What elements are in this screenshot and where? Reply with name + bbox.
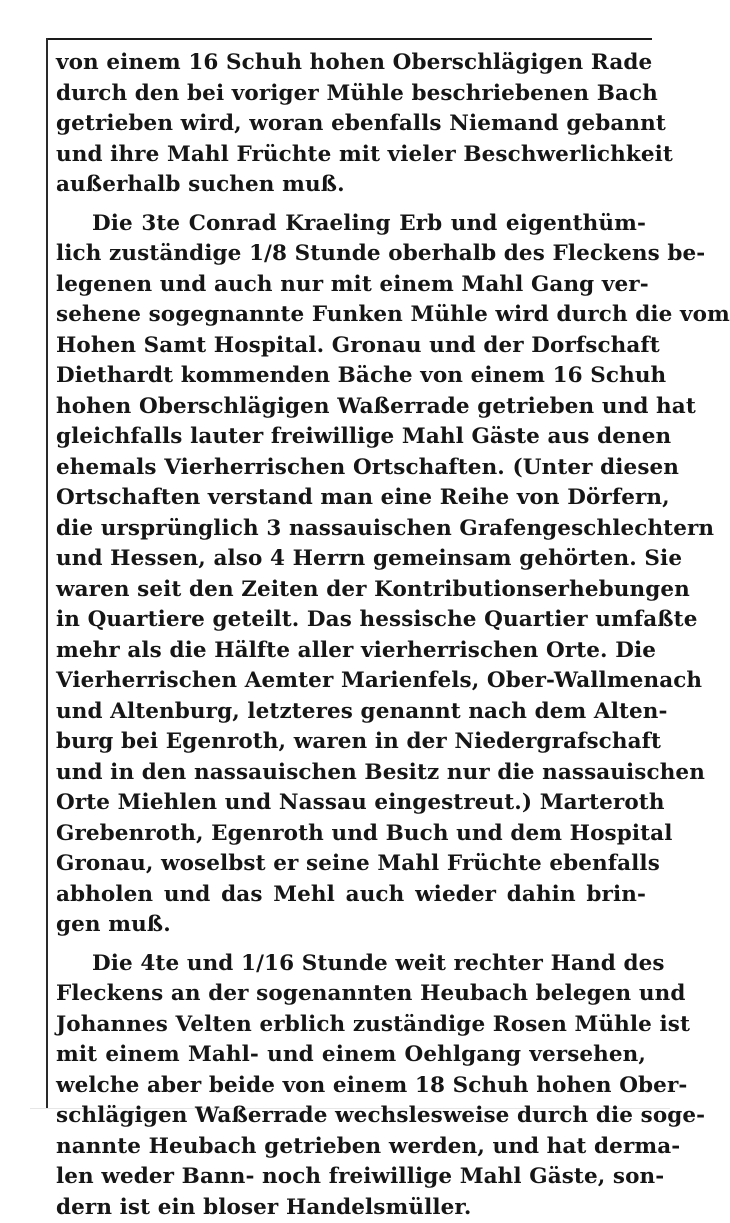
text-line: und in den nassauischen Besitz nur die nassauischen (56, 758, 646, 789)
text-line: und Altenburg, letzteres genannt nach dem Alten- (56, 697, 646, 728)
paragraph (56, 949, 646, 1223)
text-line: abholen und das Mehl auch wieder dahin brin- (56, 880, 646, 911)
paragraph (56, 209, 646, 941)
text-line: gen muß. (56, 910, 646, 941)
text-line: mehr als die Hälfte aller vierherrischen Orte. Die (56, 636, 646, 667)
text-line: dern ist ein bloser Handelsmüller. (56, 1193, 646, 1223)
text-line: von einem 16 Schuh hohen Oberschlägigen Rade (56, 48, 646, 79)
text-line: ehemals Vierherrischen Ortschaften. (Unter diesen (56, 453, 646, 484)
text-line: Ortschaften verstand man eine Reihe von Dörfern, (56, 483, 646, 514)
column-left-rule (46, 38, 48, 1108)
text-line: getrieben wird, woran ebenfalls Niemand gebannt (56, 109, 646, 140)
text-line: burg bei Egenroth, waren in der Niedergrafschaft (56, 727, 646, 758)
text-line: und ihre Mahl Früchte mit vieler Beschwerlichkeit (56, 140, 646, 171)
text-line: legenen und auch nur mit einem Mahl Gang ver- (56, 270, 646, 301)
text-line: mit einem Mahl- und einem Oehlgang versehen, (56, 1040, 646, 1071)
text-line: die ursprünglich 3 nassauischen Grafengeschlechtern (56, 514, 646, 545)
text-line: waren seit den Zeiten der Kontributionserhebungen (56, 575, 646, 606)
text-line: Die 3te Conrad Kraeling Erb und eigenthüm- (56, 209, 646, 240)
text-line: durch den bei voriger Mühle beschriebenen Bach (56, 79, 646, 110)
text-line: Hohen Samt Hospital. Gronau und der Dorfschaft (56, 331, 646, 362)
text-line: Die 4te und 1/16 Stunde weit rechter Hand des (56, 949, 646, 980)
text-line: außerhalb suchen muß. (56, 170, 646, 201)
text-line: Vierherrischen Aemter Marienfels, Ober-Wallmenach (56, 666, 646, 697)
column-top-rule (48, 38, 652, 40)
paragraph (56, 48, 646, 201)
text-line: lich zuständige 1/8 Stunde oberhalb des Fleckens be- (56, 239, 646, 270)
text-line: Grebenroth, Egenroth und Buch und dem Hospital (56, 819, 646, 850)
text-line: nannte Heubach getrieben werden, und hat derma- (56, 1132, 646, 1163)
text-line: gleichfalls lauter freiwillige Mahl Gäste aus denen (56, 422, 646, 453)
text-line: Johannes Velten erblich zuständige Rosen Mühle ist (56, 1010, 646, 1041)
text-line: welche aber beide von einem 18 Schuh hohen Ober- (56, 1071, 646, 1102)
text-line: Orte Miehlen und Nassau eingestreut.) Marteroth (56, 788, 646, 819)
text-line: len weder Bann- noch freiwillige Mahl Gäste, son- (56, 1162, 646, 1193)
text-line: und Hessen, also 4 Herrn gemeinsam gehörten. Sie (56, 544, 646, 575)
text-line: hohen Oberschlägigen Waßerrade getrieben und hat (56, 392, 646, 423)
text-line: Diethardt kommenden Bäche von einem 16 Schuh (56, 361, 646, 392)
text-line: sehene sogegnannte Funken Mühle wird durch die vom (56, 300, 646, 331)
text-column (56, 48, 646, 1108)
text-line: in Quartiere geteilt. Das hessische Quartier umfaßte (56, 605, 646, 636)
text-line: Fleckens an der sogenannten Heubach belegen und (56, 979, 646, 1010)
text-line: schlägigen Waßerrade wechslesweise durch die soge- (56, 1101, 646, 1132)
text-line: Gronau, woselbst er seine Mahl Früchte ebenfalls (56, 849, 646, 880)
